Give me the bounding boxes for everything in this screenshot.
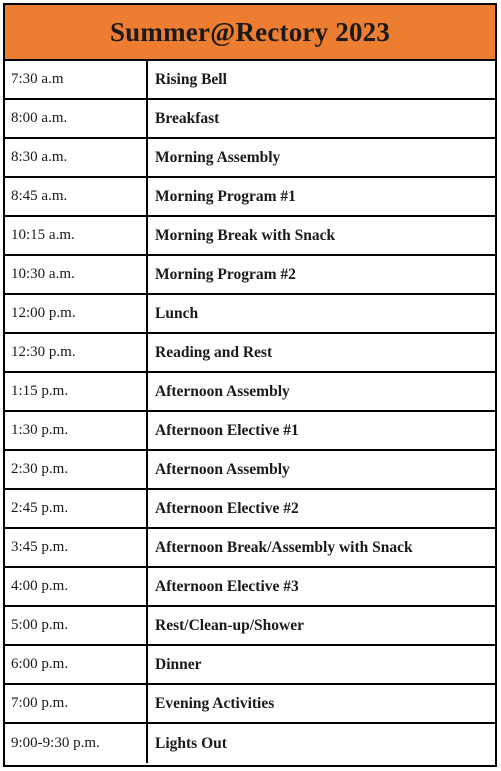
- time-cell: 12:00 p.m.: [5, 295, 148, 332]
- schedule-row: [5, 217, 495, 256]
- schedule-row: [5, 61, 495, 100]
- time-cell: 3:45 p.m.: [5, 529, 148, 566]
- schedule-row: [5, 256, 495, 295]
- time-cell: 4:00 p.m.: [5, 568, 148, 605]
- activity-cell: Afternoon Elective #1: [155, 421, 299, 439]
- activity-cell: Afternoon Break/Assembly with Snack: [155, 538, 413, 556]
- activity-cell: Lunch: [155, 304, 199, 322]
- time-cell: 8:45 a.m.: [5, 178, 148, 215]
- time-cell: 1:15 p.m.: [5, 373, 148, 410]
- schedule-row: [5, 295, 495, 334]
- schedule-row: [5, 412, 495, 451]
- schedule-rows: [5, 61, 495, 763]
- schedule-row: [5, 646, 495, 685]
- activity-cell: Morning Program #2: [155, 265, 296, 283]
- activity-cell: Dinner: [155, 655, 202, 673]
- time-cell: 2:30 p.m.: [5, 451, 148, 488]
- activity-cell: Reading and Rest: [155, 343, 273, 361]
- schedule-row: [5, 490, 495, 529]
- time-cell: 2:45 p.m.: [5, 490, 148, 527]
- activity-cell: Morning Assembly: [155, 148, 281, 166]
- time-cell: 8:00 a.m.: [5, 100, 148, 137]
- schedule-row: [5, 451, 495, 490]
- schedule-title: Summer@Rectory 2023: [5, 5, 495, 61]
- time-cell: 7:30 a.m: [5, 61, 148, 98]
- activity-cell: Breakfast: [155, 109, 220, 127]
- activity-cell: Afternoon Assembly: [155, 460, 290, 478]
- time-cell: 5:00 p.m.: [5, 607, 148, 644]
- schedule-row: [5, 139, 495, 178]
- activity-cell: Evening Activities: [155, 694, 275, 712]
- time-cell: 10:30 a.m.: [5, 256, 148, 293]
- schedule-table: [3, 3, 497, 767]
- schedule-row: [5, 100, 495, 139]
- time-cell: 8:30 a.m.: [5, 139, 148, 176]
- activity-cell: Rest/Clean-up/Shower: [155, 616, 304, 634]
- schedule-row: [5, 529, 495, 568]
- time-cell: 1:30 p.m.: [5, 412, 148, 449]
- activity-cell: Afternoon Elective #2: [155, 499, 299, 517]
- activity-cell: Rising Bell: [155, 70, 227, 88]
- activity-cell: Morning Break with Snack: [155, 226, 336, 244]
- schedule-row: [5, 724, 495, 763]
- schedule-row: [5, 373, 495, 412]
- schedule-row: [5, 178, 495, 217]
- schedule-row: [5, 334, 495, 373]
- activity-cell: Morning Program #1: [155, 187, 296, 205]
- activity-cell: Lights Out: [155, 734, 227, 752]
- time-cell: 9:00-9:30 p.m.: [5, 724, 148, 763]
- activity-cell: Afternoon Elective #3: [155, 577, 299, 595]
- schedule-row: [5, 685, 495, 724]
- activity-cell: Afternoon Assembly: [155, 382, 290, 400]
- time-cell: 7:00 p.m.: [5, 685, 148, 722]
- time-cell: 12:30 p.m.: [5, 334, 148, 371]
- time-cell: 6:00 p.m.: [5, 646, 148, 683]
- time-cell: 10:15 a.m.: [5, 217, 148, 254]
- schedule-row: [5, 607, 495, 646]
- schedule-row: [5, 568, 495, 607]
